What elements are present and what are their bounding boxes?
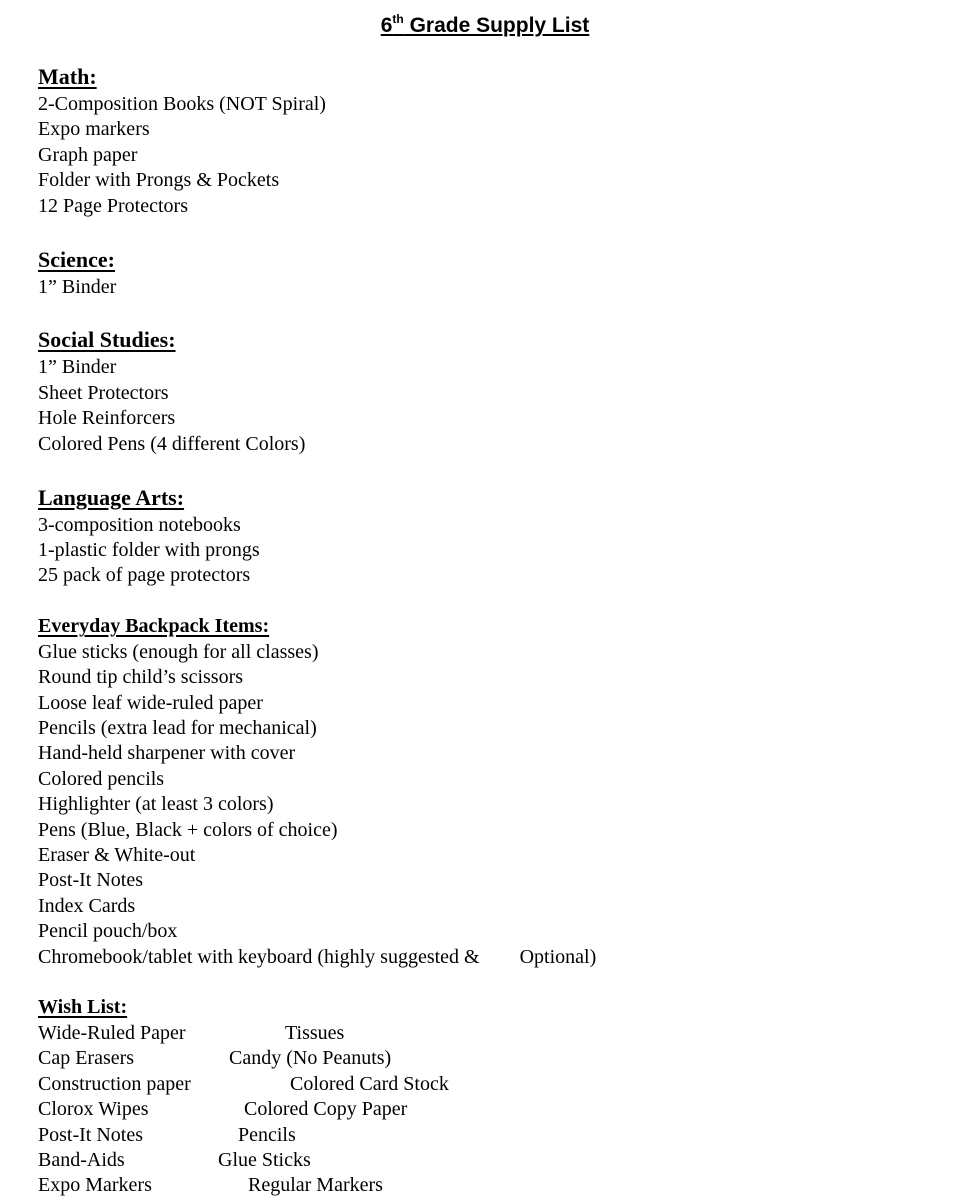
everyday-heading: Everyday Backpack Items: [38, 615, 270, 638]
title-superscript: th [392, 12, 404, 26]
title-text: Grade Supply List [403, 14, 590, 37]
wish-list-item: Post-It Notes [38, 1123, 143, 1146]
list-item: 1-plastic folder with prongs [38, 538, 260, 561]
list-item: Sheet Protectors [38, 381, 169, 404]
list-item: Highlighter (at least 3 colors) [38, 793, 274, 816]
list-item: Glue sticks (enough for all classes) [38, 640, 319, 663]
list-item: Folder with Prongs & Pockets [38, 169, 280, 192]
list-item: Hand-held sharpener with cover [38, 742, 296, 765]
supply-list [38, 62, 938, 1199]
wish-list-item: Candy (No Peanuts) [229, 1047, 392, 1070]
wish-list-item: Glue Sticks [218, 1148, 311, 1171]
list-item: Loose leaf wide-ruled paper [38, 691, 263, 714]
science-section [38, 245, 938, 300]
wish-list-row [38, 1072, 938, 1097]
list-item: Pens (Blue, Black + colors of choice) [38, 818, 338, 841]
list-item: Post-It Notes [38, 869, 143, 892]
wish-list-item: Clorox Wipes [38, 1098, 149, 1121]
wish-list-row [38, 1123, 938, 1148]
wish-list-item: Cap Erasers [38, 1047, 135, 1070]
list-item: Graph paper [38, 143, 138, 166]
wish-list-item: Expo Markers [38, 1174, 152, 1197]
social-studies-heading: Social Studies: [38, 327, 176, 353]
list-item: Round tip child’s scissors [38, 666, 244, 689]
wish-list-heading: Wish List: [38, 996, 128, 1019]
list-item: Pencil pouch/box [38, 920, 178, 943]
wish-list-row [38, 1148, 938, 1173]
list-item: Pencils (extra lead for mechanical) [38, 716, 317, 739]
list-item: 2-Composition Books (NOT Spiral) [38, 93, 326, 115]
list-item: 3-composition notebooks [38, 513, 241, 536]
list-item: Colored Pens (4 different Colors) [38, 432, 306, 455]
wish-list-row [38, 1046, 938, 1071]
list-item: 25 pack of page protectors [38, 564, 251, 587]
list-item: Hole Reinforcers [38, 407, 176, 430]
list-item: 1” Binder [38, 275, 117, 298]
list-item: 1” Binder [38, 356, 117, 379]
list-item: Index Cards [38, 894, 136, 917]
wish-list-item: Band-Aids [38, 1148, 125, 1171]
everyday-section [38, 614, 938, 970]
list-item: Colored pencils [38, 767, 165, 790]
social-studies-section [38, 325, 938, 457]
wish-list-row [38, 1173, 938, 1198]
wish-list-item: Construction paper [38, 1072, 191, 1095]
wish-list-row [38, 1097, 938, 1122]
language-arts-section [38, 483, 938, 589]
wish-list-row [38, 1021, 938, 1046]
math-section [38, 62, 938, 219]
title-grade-number: 6 [380, 14, 393, 37]
list-item: Expo markers [38, 118, 150, 141]
wish-list-item: Pencils [238, 1123, 296, 1146]
wish-list-item: Wide-Ruled Paper [38, 1021, 186, 1044]
wish-list-item: Tissues [285, 1021, 345, 1044]
wish-list-item: Colored Copy Paper [244, 1098, 408, 1121]
page-title [0, 14, 956, 38]
math-heading: Math: [38, 64, 97, 89]
language-arts-heading: Language Arts: [38, 484, 185, 510]
list-item: Eraser & White-out [38, 843, 196, 866]
science-heading: Science: [38, 246, 115, 272]
wish-list-item: Colored Card Stock [290, 1072, 449, 1095]
list-item: 12 Page Protectors [38, 194, 188, 217]
wish-list-item: Regular Markers [248, 1174, 383, 1197]
wish-list-section [38, 995, 938, 1198]
list-item: Chromebook/tablet with keyboard (highly suggested & Optional) [38, 945, 597, 968]
